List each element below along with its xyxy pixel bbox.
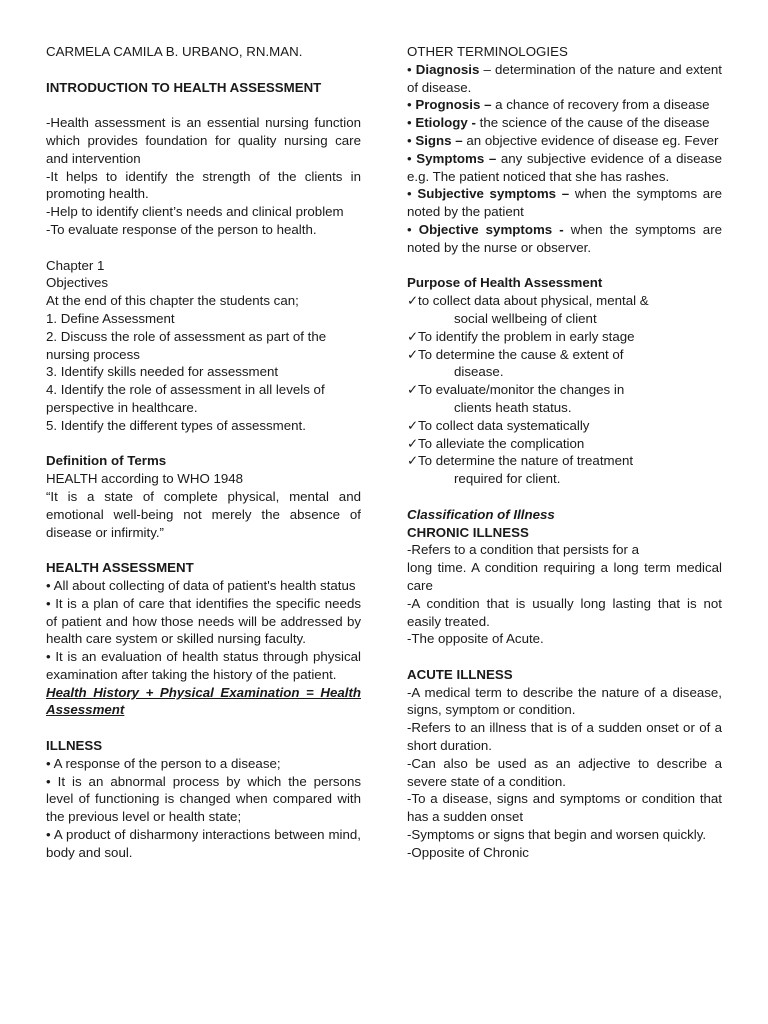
term-entry: • Signs – an objective evidence of disease eg. Fever (407, 132, 719, 148)
purpose-item: ✓To identify the problem in early stage (407, 328, 635, 344)
right-column (407, 43, 722, 862)
author-line: CARMELA CAMILA B. URBANO, RN.MAN. (46, 44, 303, 59)
acute-line: -Symptoms or signs that begin and worsen quickly. (407, 827, 707, 843)
term-name: Etiology - (415, 115, 476, 131)
check-icon: ✓ (407, 346, 419, 362)
term-name: Diagnosis (415, 61, 480, 77)
objective-item: 3. Identify skills needed for assessment (46, 364, 279, 380)
term-entry: • Symptoms – any subjective evidence of a disease e.g. The patient noticed that she has rashes. (407, 150, 722, 184)
purpose-item: ✓To alleviate the complication (407, 435, 585, 451)
term-name: Signs – (415, 132, 463, 148)
acute-line: -A medical term to describe the nature of a disease, signs, symptom or condition. (407, 684, 722, 718)
check-icon: ✓ (407, 435, 419, 451)
illness-point: • A response of the person to a disease; (46, 755, 281, 771)
health-assessment-point: • It is a plan of care that identifies the specific needs of patient and how those needs will be addressed by health care system or skilled nursing faculty. (46, 595, 361, 647)
objective-item: 4. Identify the role of assessment in all levels of perspective in healthcare. (46, 382, 325, 415)
objective-item: 2. Discuss the role of assessment as part of the nursing process (46, 328, 327, 362)
illness-point: • A product of disharmony interactions between mind, body and soul. (46, 827, 361, 860)
acute-line: -Refers to an illness that is of a sudden onset or of a short duration. (407, 720, 722, 754)
check-icon: ✓ (407, 328, 419, 344)
purpose-heading: Purpose of Health Assessment (407, 275, 603, 291)
health-assessment-heading: HEALTH ASSESSMENT (46, 560, 194, 576)
intro-line: -To evaluate response of the person to health. (46, 221, 317, 237)
check-icon: ✓ (407, 382, 419, 398)
term-entry: • Subjective symptoms – when the symptoms are noted by the patient (407, 186, 723, 220)
other-terminologies-heading: OTHER TERMINOLOGIES (407, 44, 568, 59)
intro-line: -It helps to identify the strength of the clients in promoting health. (46, 168, 361, 202)
illness-heading: ILLNESS (46, 738, 103, 754)
check-icon: ✓ (407, 417, 419, 433)
health-who-line: HEALTH according to WHO 1948 (46, 471, 244, 487)
definition-heading: Definition of Terms (46, 453, 167, 469)
intro-line: -Help to identify client’s needs and clinical problem (46, 204, 344, 220)
term-name: Prognosis – (415, 97, 492, 113)
intro-line: -Health assessment is an essential nursing function which provides foundation for quality nursing care and intervention (46, 115, 361, 166)
assessment-formula: Health History + Physical Examination = Health Assessment (46, 684, 361, 718)
acute-illness-heading: ACUTE ILLNESS (407, 666, 513, 682)
chronic-illness-heading: CHRONIC ILLNESS (407, 524, 529, 540)
objectives-intro: At the end of this chapter the students can; (46, 293, 299, 309)
purpose-item: ✓to collect data about physical, mental & social wellbeing of client (407, 293, 649, 326)
purpose-item: ✓To determine the nature of treatment required for client. (407, 453, 634, 487)
term-definition: when the symptoms are noted by the patient (407, 186, 723, 220)
left-column (46, 43, 361, 862)
term-definition: when the symptoms are noted by the nurse or observer. (407, 221, 723, 255)
term-definition: determination of the nature and extent of disease. (407, 61, 722, 95)
objective-item: 5. Identify the different types of assessment. (46, 417, 306, 433)
term-entry: • Etiology - the science of the cause of the disease (407, 115, 710, 131)
objective-item: 1. Define Assessment (46, 310, 175, 326)
acute-line: -To a disease, signs and symptoms or condition that has a sudden onset (407, 791, 722, 825)
term-definition: a chance of recovery from a disease (495, 97, 710, 113)
chronic-line: -A condition that is usually long lasting that is not easily treated. (407, 595, 722, 629)
purpose-item: ✓To determine the cause & extent of disease. (407, 346, 624, 380)
term-definition: an objective evidence of disease eg. Fever (466, 132, 719, 148)
check-icon: ✓ (407, 293, 419, 309)
acute-line: -Can also be used as an adjective to describe a severe state of a condition. (407, 755, 722, 789)
check-icon: ✓ (407, 453, 419, 469)
chapter-label: Chapter 1 (46, 257, 105, 273)
term-entry: • Diagnosis – determination of the nature and extent of disease. (407, 61, 722, 95)
term-entry: • Objective symptoms - when the symptoms are noted by the nurse or observer. (407, 221, 723, 255)
purpose-item: ✓To collect data systematically (407, 417, 590, 433)
term-definition: any subjective evidence of a disease e.g. The patient noticed that she has rashes. (407, 150, 722, 184)
health-assessment-point: • It is an evaluation of health status through physical examination after taking the history of the patient. (46, 649, 361, 682)
chronic-line: -Refers to a condition that persists for a (407, 542, 640, 558)
health-quote: “It is a state of complete physical, mental and emotional well-being not merely the absence of disease or infirmity.” (46, 488, 361, 540)
document-title: INTRODUCTION TO HEALTH ASSESSMENT (46, 79, 322, 95)
chronic-line: -The opposite of Acute. (407, 631, 544, 647)
term-entry: • Prognosis – a chance of recovery from a disease (407, 97, 710, 113)
objectives-label: Objectives (46, 275, 109, 291)
acute-line: -Opposite of Chronic (407, 844, 529, 860)
health-assessment-point: • All about collecting of data of patient's health status (46, 577, 356, 593)
term-name: Subjective symptoms – (417, 186, 570, 202)
term-name: Symptoms – (416, 150, 497, 166)
term-name: Objective symptoms - (418, 221, 564, 237)
illness-point: • It is an abnormal process by which the persons level of functioning is changed when compared with the previous level or health state; (46, 773, 361, 825)
term-definition: the science of the cause of the disease (479, 115, 710, 131)
chronic-line: long time. A condition requiring a long term medical care (407, 560, 722, 593)
purpose-item: ✓To evaluate/monitor the changes in clients heath status. (407, 382, 625, 415)
classification-heading: Classification of Illness (407, 506, 555, 522)
